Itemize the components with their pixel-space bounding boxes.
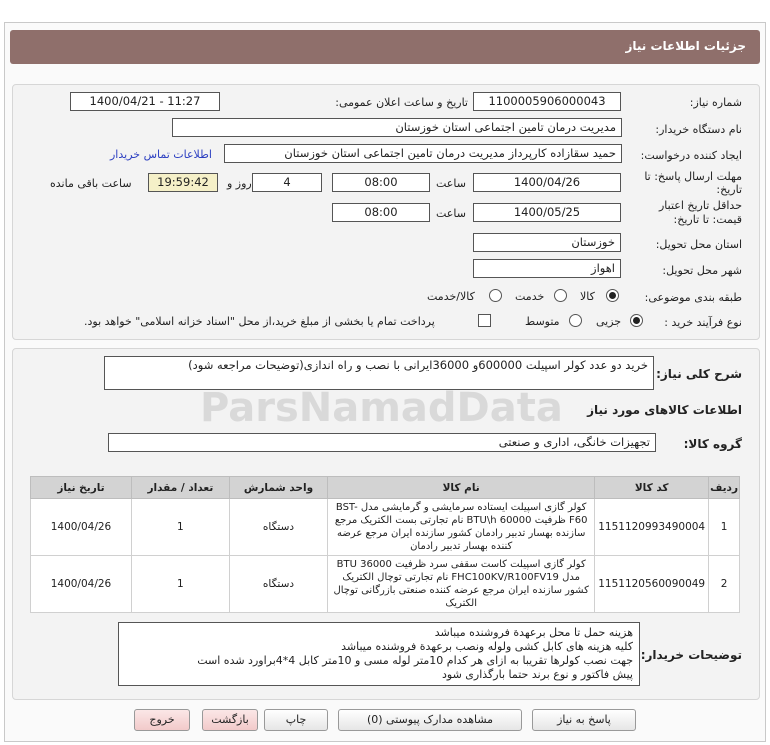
note-line: جهت نصب کولرها تقریبا به ازای هر کدام 10متر لوله مسی و 10متر کابل 4*4براورد شده است: [197, 654, 633, 667]
treasury-note: پرداخت تمام یا بخشی از مبلغ خرید،از محل "اسناد خزانه اسلامی" خواهد بود.: [84, 315, 435, 328]
row-code: 1151120560090049: [595, 556, 709, 613]
row-qty: 1: [131, 556, 229, 613]
buyer-notes-label: توضیحات خریدار:: [640, 648, 742, 662]
city-label: شهر محل تحویل:: [662, 264, 742, 277]
validity-time-field: 08:00: [332, 203, 430, 222]
col-index: ردیف: [709, 477, 740, 499]
remaining-time-label: ساعت باقی مانده: [50, 177, 132, 190]
goods-table: [30, 476, 740, 613]
category-service-radio[interactable]: [554, 289, 567, 302]
reply-date-field: 1400/04/26: [473, 173, 621, 192]
reply-time-field: 08:00: [332, 173, 430, 192]
goods-group-label: گروه کالا:: [683, 437, 742, 451]
buyer-org-field: مدیریت درمان تامین اجتماعی استان خوزستان: [172, 118, 622, 137]
row-index: 2: [709, 556, 740, 613]
row-unit: دستگاه: [229, 556, 327, 613]
treasury-checkbox[interactable]: [478, 314, 491, 327]
province-label: استان محل تحویل:: [655, 238, 742, 251]
table-row: [31, 499, 740, 556]
page-header: [10, 30, 760, 64]
category-goods-label: کالا: [580, 290, 595, 303]
need-number-field: 1100005906000043: [473, 92, 621, 111]
col-code: کد کالا: [595, 477, 709, 499]
row-qty: 1: [131, 499, 229, 556]
buyer-contact-link[interactable]: اطلاعات تماس خریدار: [110, 148, 212, 161]
remaining-time-field: 19:59:42: [148, 173, 218, 192]
purchase-medium-radio[interactable]: [569, 314, 582, 327]
validity-label-2: قیمت: تا تاریخ:: [673, 213, 742, 226]
reply-deadline-label: مهلت ارسال پاسخ: تا: [644, 170, 742, 183]
col-unit: واحد شمارش: [229, 477, 327, 499]
days-remaining-field: 4: [252, 173, 322, 192]
days-label: روز و: [227, 177, 252, 190]
reply-time-label: ساعت: [436, 177, 466, 190]
note-line: پیش فاکتور و نوع برند حتما بارگذاری شود: [442, 668, 633, 681]
announce-label: تاریخ و ساعت اعلان عمومی:: [335, 96, 468, 109]
validity-label: حداقل تاریخ اعتبار: [658, 199, 742, 212]
purchase-minor-label: جزیی: [596, 315, 622, 328]
note-line: هزینه حمل تا محل برعهدة فروشنده میباشد: [434, 626, 633, 639]
buyer-notes-field: [118, 622, 640, 686]
validity-date-field: 1400/05/25: [473, 203, 621, 222]
city-field: اهواز: [473, 259, 621, 278]
table-row: [31, 556, 740, 613]
reply-button[interactable]: پاسخ به نیاز: [532, 709, 636, 731]
category-label: طبقه بندی موضوعی:: [644, 291, 742, 304]
need-number-label: شماره نیاز:: [689, 96, 742, 109]
requester-label: ایجاد کننده درخواست:: [640, 149, 742, 162]
row-date: 1400/04/26: [31, 556, 132, 613]
province-field: خوزستان: [473, 233, 621, 252]
print-button[interactable]: چاپ: [264, 709, 328, 731]
summary-label: شرح کلی نیاز:: [656, 367, 742, 381]
row-index: 1: [709, 499, 740, 556]
goods-section-title: اطلاعات کالاهای مورد نیاز: [587, 403, 742, 417]
goods-table-header: [31, 477, 740, 499]
announce-field: 1400/04/21 - 11:27: [70, 92, 220, 111]
buyer-org-label: نام دستگاه خریدار:: [655, 123, 742, 136]
row-unit: دستگاه: [229, 499, 327, 556]
view-documents-button[interactable]: مشاهده مدارک پیوستی (0): [338, 709, 522, 731]
reply-deadline-label-2: تاریخ:: [716, 183, 742, 196]
row-date: 1400/04/26: [31, 499, 132, 556]
purchase-minor-radio[interactable]: [630, 314, 643, 327]
exit-button[interactable]: خروج: [134, 709, 190, 731]
requester-field: حمید سقازاده کارپرداز مدیریت درمان تامین اجتماعی استان خوزستان: [224, 144, 622, 163]
page-title: جزئیات اطلاعات نیاز: [625, 39, 746, 53]
purchase-medium-label: متوسط: [525, 315, 560, 328]
category-service-label: خدمت: [515, 290, 545, 303]
category-goods-radio[interactable]: [606, 289, 619, 302]
col-date: تاریخ نیاز: [31, 477, 132, 499]
col-qty: تعداد / مقدار: [131, 477, 229, 499]
watermark-text: ParsNamadData: [200, 385, 563, 431]
category-goods-service-label: کالا/خدمت: [427, 290, 475, 303]
back-button[interactable]: بازگشت: [202, 709, 258, 731]
row-name: کولر گازی اسپیلت ایستاده سرمایشی و گرمایشی مدل BST-F60 ظرفیت BTU\h 60000 نام تجارتی بست الکتریک مرجع سازنده بهسار تدبیر رادمان کشور سازنده ایران مرجع عرضه کننده بهسار تدبیر رادمان: [328, 499, 595, 556]
category-goods-service-radio[interactable]: [489, 289, 502, 302]
row-code: 1151120993490004: [595, 499, 709, 556]
validity-time-label: ساعت: [436, 207, 466, 220]
note-line: کلیه هزینه های کابل کشی ولوله ونصب برعهدة فروشنده میباشد: [341, 640, 633, 653]
col-name: نام کالا: [328, 477, 595, 499]
row-name: کولر گازی اسپیلت کاست سقفی سرد ظرفیت BTU 36000 مدل FHC100KV/R100FV19 نام تجارتی توچال الکتریک کشور سازنده ایران مرجع عرضه کننده صنعتی بازرگانی توچال الکتریک: [328, 556, 595, 613]
goods-group-field: تجهیزات خانگی، اداری و صنعتی: [108, 433, 656, 452]
summary-field: خرید دو عدد کولر اسپیلت 600000و 36000ایرانی با نصب و راه اندازی(توضیحات مراجعه شود): [104, 356, 654, 390]
purchase-type-label: نوع فرآیند خرید :: [664, 316, 742, 329]
